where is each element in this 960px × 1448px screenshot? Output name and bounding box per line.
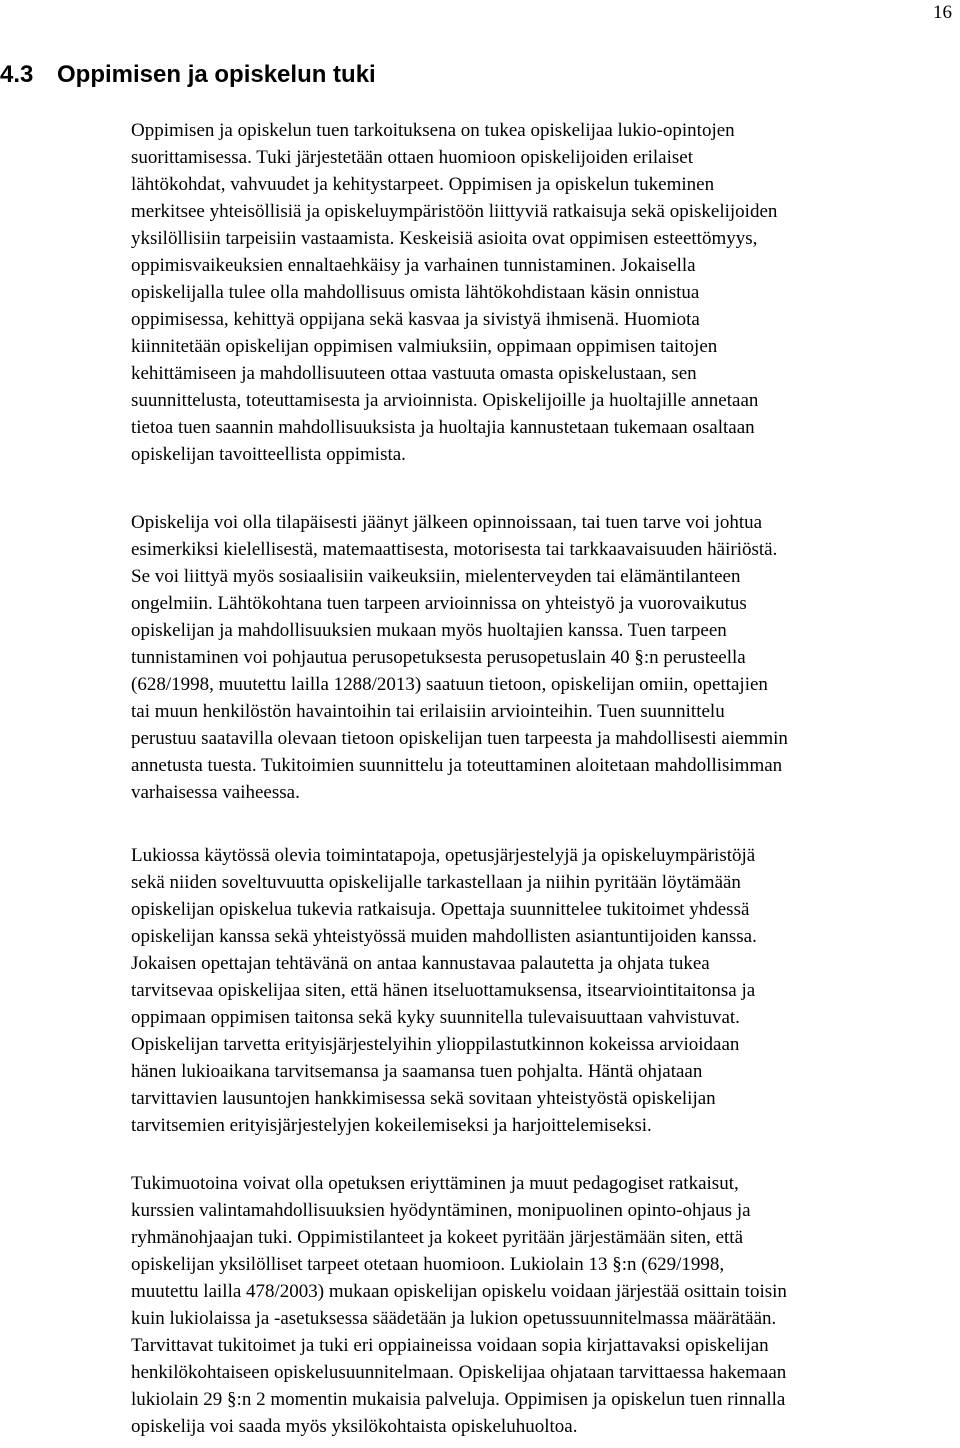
text-line: ryhmänohjaajan tuki. Oppimistilanteet ja kokeet pyritään järjestämään siten, että xyxy=(131,1227,744,1248)
text-line: opiskelijan ja mahdollisuuksien mukaan myös huoltajien kanssa. Tuen tarpeen xyxy=(131,620,727,641)
text-line: oppimaan oppimisen taitonsa sekä kyky suunnitella tulevaisuuttaan vahvistuvat. xyxy=(131,1007,740,1028)
text-line: yksilöllisiin tarpeisiin vastaamista. Keskeisiä asioita ovat oppimisen esteettömyys, xyxy=(131,228,758,249)
text-line: Se voi liittyä myös sosiaalisiin vaikeuksiin, mielenterveyden tai elämäntilanteen xyxy=(131,566,741,587)
text-line: Opiskelija voi olla tilapäisesti jäänyt jälkeen opinnoissaan, tai tuen tarve voi johtua xyxy=(131,512,763,533)
text-line: suunnittelusta, toteuttamisesta ja arvioinnista. Opiskelijoille ja huoltajille annetaan xyxy=(131,390,759,411)
page-number: 16 xyxy=(933,2,952,23)
text-line: opiskelija voi saada myös yksilökohtaista opiskeluhuoltoa. xyxy=(131,1416,578,1437)
section-title: Oppimisen ja opiskelun tuki xyxy=(57,61,376,88)
text-line: kurssien valintamahdollisuuksien hyödyntäminen, monipuolinen opinto-ohjaus ja xyxy=(131,1200,751,1221)
text-line: (628/1998, muutettu lailla 1288/2013) saatuun tietoon, opiskelijan omiin, opettajien xyxy=(131,674,768,695)
text-line: tarvitsevaa opiskelijaa siten, että hänen itseluottamuksensa, itsearviointitaitonsa ja xyxy=(131,980,756,1001)
text-line: tunnistaminen voi pohjautua perusopetuksesta perusopetuslain 40 §:n perusteella xyxy=(131,647,746,668)
text-line: esimerkiksi kielellisestä, matemaattisesta, motorisesta tai tarkkaavaisuuden häiriöstä. xyxy=(131,539,778,560)
text-line: lukiolain 29 §:n 2 momentin mukaisia palveluja. Oppimisen ja opiskelun tuen rinnalla xyxy=(131,1389,786,1410)
text-line: Jokaisen opettajan tehtävänä on antaa kannustavaa palautetta ja ohjata tukea xyxy=(131,953,710,974)
text-line: Tukimuotoina voivat olla opetuksen eriyttäminen ja muut pedagogiset ratkaisut, xyxy=(131,1173,739,1194)
text-line: tietoa tuen saannin mahdollisuuksista ja huoltajia kannustetaan tukemaan osaltaan xyxy=(131,417,755,438)
text-line: merkitsee yhteisöllisiä ja opiskeluympäristöön liittyviä ratkaisuja sekä opiskelijoiden xyxy=(131,201,778,222)
text-line: opiskelijan yksilölliset tarpeet otetaan huomioon. Lukiolain 13 §:n (629/1998, xyxy=(131,1254,725,1275)
text-line: tarvitsemien erityisjärjestelyjen kokeilemiseksi ja harjoittelemiseksi. xyxy=(131,1115,652,1136)
text-line: tai muun henkilöstön havaintoihin tai erilaisiin arviointeihin. Tuen suunnittelu xyxy=(131,701,725,722)
text-line: opiskelijan opiskelua tukevia ratkaisuja. Opettaja suunnittelee tukitoimet yhdessä xyxy=(131,899,750,920)
paragraph-3 xyxy=(131,842,960,1139)
text-line: opiskelijalla tulee olla mahdollisuus omista lähtökohdistaan käsin onnistua xyxy=(131,282,700,303)
text-line: suorittamisessa. Tuki järjestetään ottaen huomioon opiskelijoiden erilaiset xyxy=(131,147,693,168)
paragraph-4 xyxy=(131,1170,960,1440)
text-line: ongelmiin. Lähtökohtana tuen tarpeen arvioinnissa on yhteistyö ja vuorovaikutus xyxy=(131,593,747,614)
text-line: sekä niiden soveltuvuutta opiskelijalle tarkastellaan ja niihin pyritään löytämään xyxy=(131,872,741,893)
text-line: lähtökohdat, vahvuudet ja kehitystarpeet. Oppimisen ja opiskelun tukeminen xyxy=(131,174,715,195)
paragraph-2 xyxy=(131,509,960,806)
text-line: hänen lukioaikana tarvitsemansa ja saamansa tuen pohjalta. Häntä ohjataan xyxy=(131,1061,703,1082)
text-line: Lukiossa käytössä olevia toimintatapoja, opetusjärjestelyjä ja opiskeluympäristöjä xyxy=(131,845,756,866)
text-line: tarvittavien lausuntojen hankkimisessa sekä sovitaan yhteistyöstä opiskelijan xyxy=(131,1088,716,1109)
text-line: perustuu saatavilla olevaan tietoon opiskelijan tuen tarpeesta ja mahdollisesti aiemmin xyxy=(131,728,788,749)
text-line: muutettu lailla 478/2003) mukaan opiskelijan opiskelu voidaan järjestää osittain toisin xyxy=(131,1281,787,1302)
text-line: Opiskelijan tarvetta erityisjärjestelyihin ylioppilastutkinnon kokeissa arvioidaan xyxy=(131,1034,740,1055)
text-line: Oppimisen ja opiskelun tuen tarkoituksena on tukea opiskelijaa lukio-opintojen xyxy=(131,120,735,141)
text-line: opiskelijan tavoitteellista oppimista. xyxy=(131,444,406,465)
text-line: henkilökohtaiseen opiskelusuunnitelmaan. Opiskelijaa ohjataan tarvittaessa hakemaan xyxy=(131,1362,787,1383)
section-heading xyxy=(0,58,376,92)
text-line: oppimisvaikeuksien ennaltaehkäisy ja varhainen tunnistaminen. Jokaisella xyxy=(131,255,696,276)
text-line: kehittämiseen ja mahdollisuuteen ottaa vastuuta omasta opiskelustaan, sen xyxy=(131,363,697,384)
section-number: 4.3 xyxy=(0,61,34,88)
text-line: annetusta tuesta. Tukitoimien suunnittelu ja toteuttaminen aloitetaan mahdollisimman xyxy=(131,755,783,776)
text-line: varhaisessa vaiheessa. xyxy=(131,782,300,803)
text-line: kiinnitetään opiskelijan oppimisen valmiuksiin, oppimaan oppimisen taitojen xyxy=(131,336,718,357)
text-line: opiskelijan kanssa sekä yhteistyössä muiden mahdollisten asiantuntijoiden kanssa. xyxy=(131,926,757,947)
text-line: kuin lukiolaissa ja -asetuksessa säädetään ja lukion opetussuunnitelmassa määrätään. xyxy=(131,1308,777,1329)
paragraph-1 xyxy=(131,117,960,468)
text-line: oppimisessa, kehittyä oppijana sekä kasvaa ja sivistyä ihmisenä. Huomiota xyxy=(131,309,700,330)
text-line: Tarvittavat tukitoimet ja tuki eri oppiaineissa voidaan sopia kirjattavaksi opiskelijan xyxy=(131,1335,769,1356)
